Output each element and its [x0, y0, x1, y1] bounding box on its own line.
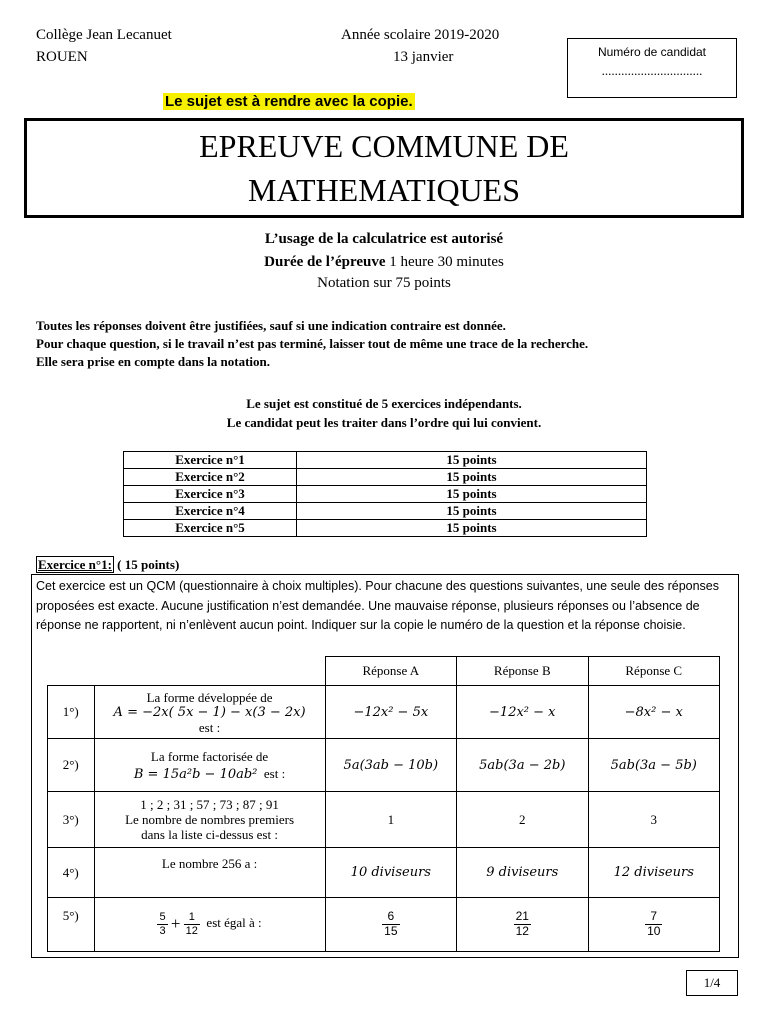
- exam-date: 13 janvier: [393, 49, 454, 65]
- exercise1-points: ( 15 points): [117, 557, 180, 572]
- fraction: $\frac{5}{3}$: [159, 911, 166, 937]
- question-text: La forme développée de A = −2x( 5x − 1) − x(3 − 2x) est :: [94, 686, 325, 739]
- question-number: 3°): [48, 792, 95, 848]
- score-exercise: Exercice n°3: [124, 486, 297, 503]
- instruction-line: Pour chaque question, si le travail n’est pas terminé, laisser tout de même une trace de la recherche.: [36, 336, 589, 351]
- candidate-label: Numéro de candidat: [597, 45, 707, 59]
- answer-a[interactable]: −12x² − 5x: [325, 686, 456, 739]
- exercise1-box: [31, 574, 739, 958]
- score-points: 15 points: [297, 520, 647, 537]
- answer-b[interactable]: 9 diviseurs: [457, 848, 588, 898]
- answer-a[interactable]: 5a(3ab − 10b): [325, 739, 456, 792]
- table-row: [48, 792, 720, 848]
- duration-value: 1 heure 30 minutes: [389, 254, 504, 270]
- score-points: 15 points: [297, 469, 647, 486]
- answer-c[interactable]: 12 diviseurs: [588, 848, 720, 898]
- table-row: [48, 657, 720, 686]
- score-points: 15 points: [297, 503, 647, 520]
- calculator-rule: L’usage de la calculatrice est autorisé: [264, 231, 504, 247]
- instructions: [36, 317, 588, 371]
- structure-text: [0, 394, 768, 432]
- column-header: Réponse A: [325, 657, 456, 686]
- score-exercise: Exercice n°5: [124, 520, 297, 537]
- question-number: 2°): [48, 739, 95, 792]
- score-exercise: Exercice n°2: [124, 469, 297, 486]
- question-number: 5°): [48, 898, 95, 952]
- table-row: [124, 469, 647, 486]
- school-name: Collège Jean Lecanuet: [36, 27, 172, 43]
- column-header: Réponse B: [457, 657, 588, 686]
- table-row: [124, 503, 647, 520]
- answer-a[interactable]: 1: [325, 792, 456, 848]
- answer-a[interactable]: $\frac{6}{15}$: [325, 898, 456, 952]
- table-row: [124, 520, 647, 537]
- answer-a[interactable]: 10 diviseurs: [325, 848, 456, 898]
- table-row: [48, 739, 720, 792]
- table-row: [124, 452, 647, 469]
- qcm-table: [47, 656, 720, 952]
- question-text: $\frac{5}{3}$ + $\frac{1}{12}$ est égal à :: [94, 898, 325, 952]
- structure-line: Le candidat peut les traiter dans l’ordre qui lui convient.: [226, 415, 542, 430]
- exam-title-line1: EPREUVE COMMUNE DE: [199, 128, 569, 164]
- score-points: 15 points: [297, 486, 647, 503]
- answer-c[interactable]: −8x² − x: [588, 686, 720, 739]
- answer-b[interactable]: $\frac{21}{12}$: [457, 898, 588, 952]
- scores-table: [123, 451, 647, 537]
- exam-title-box: [24, 118, 744, 218]
- school-year: Année scolaire 2019-2020: [341, 27, 500, 43]
- table-row: [48, 848, 720, 898]
- notation-line: Notation sur 75 points: [317, 275, 451, 291]
- question-number: 4°): [48, 848, 95, 898]
- question-expression: B = 15a²b − 10ab²: [133, 766, 258, 782]
- question-text: Le nombre 256 a :: [94, 848, 325, 898]
- question-text: 1 ; 2 ; 31 ; 57 ; 73 ; 87 ; 91 Le nombre de nombres premiers dans la liste ci-dessus est :: [94, 792, 325, 848]
- instruction-line: Toutes les réponses doivent être justifiées, sauf si une indication contraire est donnée.: [36, 318, 506, 333]
- candidate-dots: ...............................: [601, 63, 703, 78]
- question-text: La forme factorisée de B = 15a²b − 10ab² est :: [94, 739, 325, 792]
- page-number: 1/4: [686, 970, 738, 996]
- school-city: ROUEN: [36, 49, 88, 65]
- exercise1-intro: Cet exercice est un QCM (questionnaire à choix multiples). Pour chacune des questions suivantes, une seule des réponses proposées est exacte. Aucune justification n’est demandée. Une mauvaise réponse, plusieurs réponses ou l’absence de réponse ne rapportent, ni n’enlèvent aucun point. Indiquer sur la copie le numéro de la question et la réponse choisie.: [36, 579, 720, 632]
- structure-line: Le sujet est constitué de 5 exercices indépendants.: [246, 396, 522, 411]
- exam-title-line2: MATHEMATIQUES: [248, 172, 520, 208]
- fraction: $\frac{1}{12}$: [185, 911, 198, 937]
- score-exercise: Exercice n°1: [124, 452, 297, 469]
- question-expression: A = −2x( 5x − 1) − x(3 − 2x): [113, 704, 306, 720]
- column-header: Réponse C: [588, 657, 720, 686]
- table-row: [124, 486, 647, 503]
- candidate-number-box[interactable]: [567, 38, 737, 98]
- score-exercise: Exercice n°4: [124, 503, 297, 520]
- instruction-line: Elle sera prise en compte dans la notation.: [36, 354, 270, 369]
- table-row: [48, 898, 720, 952]
- answer-b[interactable]: 5ab(3a − 2b): [457, 739, 588, 792]
- question-number: 1°): [48, 686, 95, 739]
- exercise1-title: Exercice n°1:: [38, 557, 112, 572]
- notice-highlight: Le sujet est à rendre avec la copie.: [165, 93, 413, 110]
- answer-b[interactable]: 2: [457, 792, 588, 848]
- exercise1-heading: [36, 557, 179, 573]
- answer-c[interactable]: 3: [588, 792, 720, 848]
- answer-b[interactable]: −12x² − x: [457, 686, 588, 739]
- duration-line: [0, 254, 768, 271]
- answer-c[interactable]: $\frac{7}{10}$: [588, 898, 720, 952]
- answer-c[interactable]: 5ab(3a − 5b): [588, 739, 720, 792]
- duration-label: Durée de l’épreuve: [264, 254, 386, 270]
- score-points: 15 points: [297, 452, 647, 469]
- table-row: [48, 686, 720, 739]
